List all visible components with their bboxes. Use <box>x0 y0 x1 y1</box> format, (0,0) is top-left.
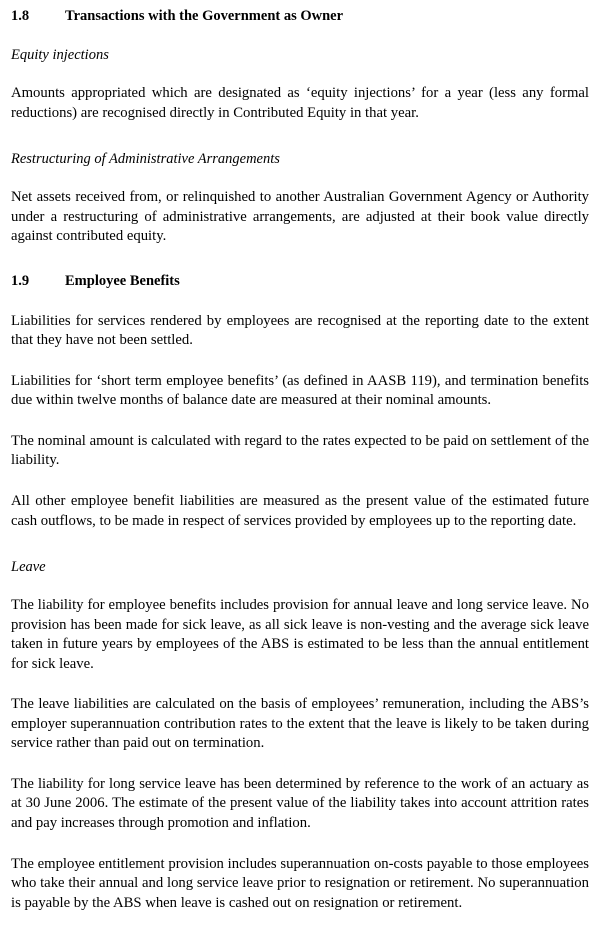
paragraph-equity-injections-1: Amounts appropriated which are designated as ‘equity injections’ for a year (less any formal reductions) are recognised directly in Contributed Equity in that year. <box>11 85 589 121</box>
paragraph-leave-3: The liability for long service leave has been determined by reference to the work of an actuary as at 30 June 2006. The estimate of the present value of the liability takes into account attrition rates and pay increases through promotion and inflation. <box>11 775 589 832</box>
subheading-restructuring: Restructuring of Administrative Arrangements <box>11 151 280 168</box>
paragraph-leave-1: The liability for employee benefits includes provision for annual leave and long service leave. No provision has been made for sick leave, as all sick leave is non-vesting and the average sick leave taken in future years by employees of the ABS is estimated to be less than the annual entitlement for sick leave. <box>11 597 589 672</box>
section-number: 1.8 <box>11 8 30 24</box>
paragraph-employee-benefits-1: Liabilities for services rendered by employees are recognised at the reporting date to the extent that they have not been settled. <box>11 312 589 349</box>
paragraph-leave-4: The employee entitlement provision includes superannuation on-costs payable to those employees who take their annual and long service leave prior to resignation or retirement. No superannuation is payable by the ABS when leave is cashed out on resignation or retirement. <box>11 855 589 911</box>
section-heading-1-9 <box>11 273 589 290</box>
section-title: Employee Benefits <box>65 272 180 289</box>
section-number: 1.9 <box>11 272 30 289</box>
section-title: Transactions with the Government as Owner <box>65 8 344 24</box>
paragraph-employee-benefits-3: The nominal amount is calculated with regard to the rates expected to be paid on settlement of the liability. <box>11 432 589 469</box>
section-heading-1-8 <box>11 8 589 25</box>
paragraph-employee-benefits-4: All other employee benefit liabilities are measured as the present value of the estimated future cash outflows, to be made in respect of services provided by employees up to the reporting date. <box>11 493 589 529</box>
subheading-leave: Leave <box>11 559 46 576</box>
subheading-equity-injections: Equity injections <box>11 47 109 63</box>
paragraph-employee-benefits-2: Liabilities for ‘short term employee benefits’ (as defined in AASB 119), and termination benefits due within twelve months of balance date are measured at their nominal amounts. <box>11 372 589 409</box>
paragraph-leave-2: The leave liabilities are calculated on the basis of employees’ remuneration, including the ABS’s employer superannuation contribution rates to the extent that the leave is likely to be taken during service rather than paid out on termination. <box>11 696 589 752</box>
paragraph-restructuring-1: Net assets received from, or relinquished to another Australian Government Agency or Authority under a restructuring of administrative arrangements, are adjusted at their book value directly against contributed equity. <box>11 189 589 245</box>
